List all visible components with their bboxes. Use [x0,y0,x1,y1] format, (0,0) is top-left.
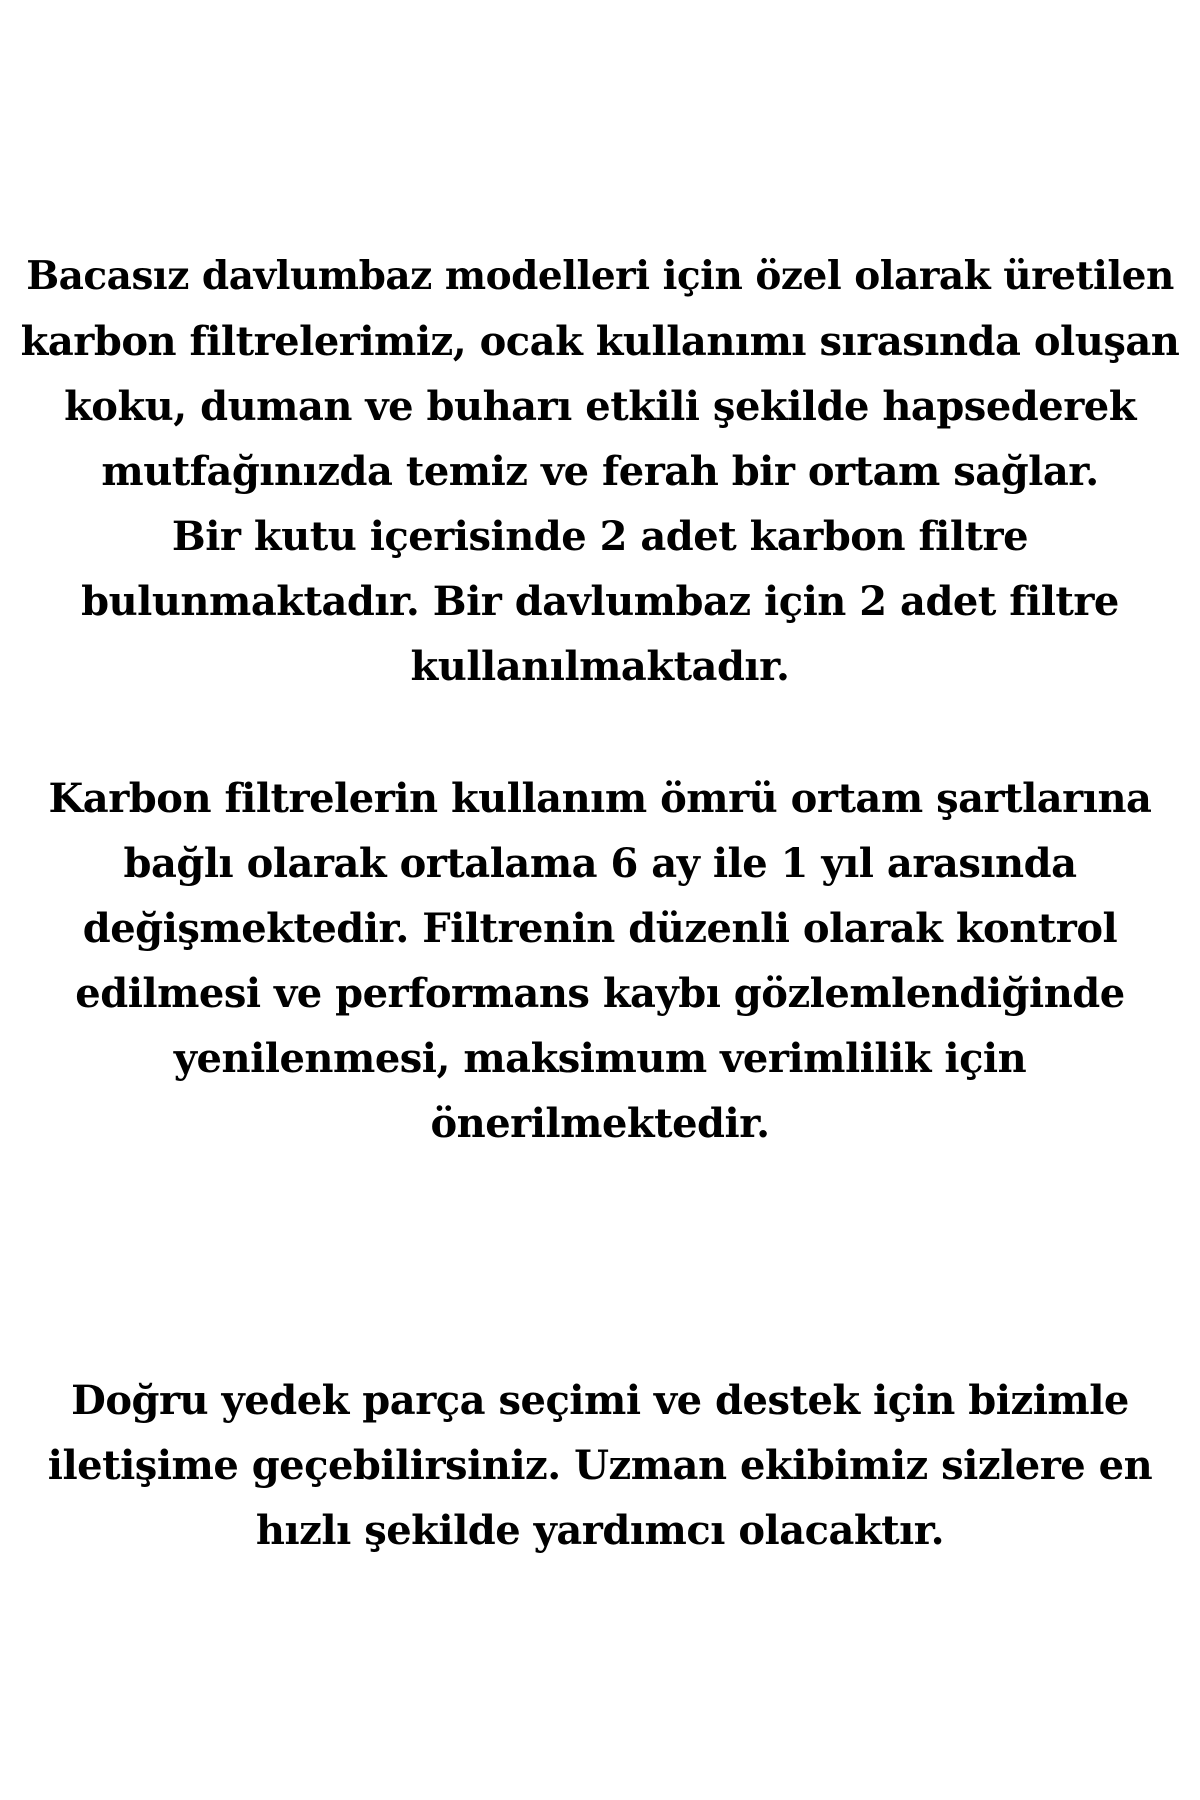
text-line: Doğru yedek parça seçimi ve destek için bizimle [71,1377,1129,1424]
paragraph-contact-support [0,1368,1200,1563]
text-line: yenilenmesi, maksimum verimlilik için [173,1035,1027,1082]
text-line: önerilmektedir. [430,1100,770,1147]
text-line: değişmektedir. Filtrenin düzenli olarak kontrol [82,905,1118,952]
text-line: koku, duman ve buharı etkili şekilde hapsederek [64,383,1136,430]
text-line: Bir kutu içerisinde 2 adet karbon filtre [171,513,1029,560]
text-line: mutfağınızda temiz ve ferah bir ortam sağlar. [101,448,1099,495]
text-line: iletişime geçebilirsiniz. Uzman ekibimiz sizlere en [47,1442,1153,1489]
text-line: karbon filtrelerimiz, ocak kullanımı sırasında oluşan [20,318,1180,365]
text-line: kullanılmaktadır. [410,643,790,690]
paragraph-filter-lifetime [0,766,1200,1156]
text-line: bağlı olarak ortalama 6 ay ile 1 yıl arasında [123,840,1077,887]
text-line: Karbon filtrelerin kullanım ömrü ortam şartlarına [48,775,1152,822]
text-line: Bacasız davlumbaz modelleri için özel olarak üretilen [26,253,1174,299]
paragraph-filter-description [0,244,1200,699]
text-line: edilmesi ve performans kaybı gözlemlendiğinde [75,970,1125,1017]
text-line: bulunmaktadır. Bir davlumbaz için 2 adet filtre [81,578,1119,625]
text-line: hızlı şekilde yardımcı olacaktır. [255,1507,945,1554]
